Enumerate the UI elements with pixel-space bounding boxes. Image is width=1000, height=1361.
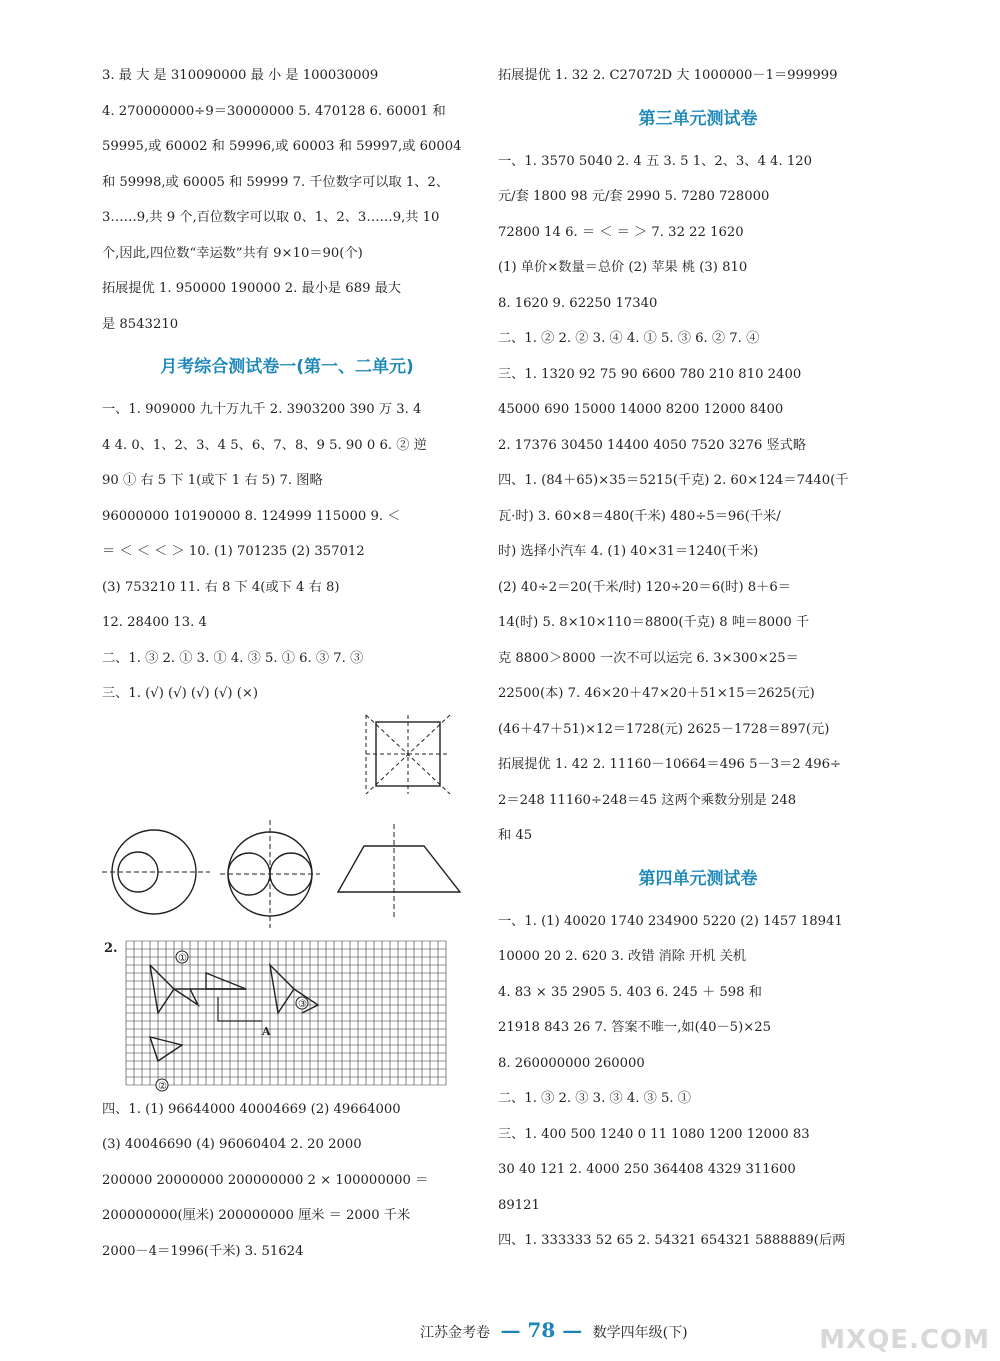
answer-line: 59995,或 60002 和 59996,或 60003 和 59997,或 60004	[102, 139, 462, 154]
answer-line: 89121	[498, 1197, 540, 1213]
answer-line: 是 8543210	[102, 316, 179, 332]
answer-line: 4 4. 0、1、2、3、4 5、6、7、8、9 5. 90 0 6. ② 逆	[102, 437, 427, 453]
figures-block	[102, 712, 472, 937]
answer-line: 4. 270000000÷9＝30000000 5. 470128 6. 60001 和	[102, 103, 446, 119]
answer-line: 30 40 121 2. 4000 250 364408 4329 311600	[498, 1162, 796, 1177]
square-figure	[366, 715, 450, 794]
answers-section-prev	[102, 58, 472, 342]
grid-figure	[102, 937, 472, 1092]
grid-block	[102, 937, 472, 1092]
grid-mark-2: ②	[158, 1080, 167, 1092]
right-column	[498, 58, 898, 1259]
grid-mark-3: ③	[298, 998, 307, 1010]
grid-lines	[126, 941, 446, 1085]
answers-section-4	[102, 1092, 472, 1270]
answer-line: 和 59998,或 60005 和 59999 7. 千位数字可以取 1、2、	[102, 174, 450, 190]
answers-section-unit4	[498, 904, 898, 1259]
extension-answers-top: 拓展提优 1. 32 2. C27072D 大 1000000－1＝999999	[498, 68, 838, 83]
trapezoid-figure	[338, 824, 460, 920]
grid-mark-a: A	[262, 1024, 271, 1038]
answer-line: 一、1. 3570 5040 2. 4 五 3. 5 1、2、3、4 4. 120	[498, 153, 813, 169]
grid-mark-1: ①	[178, 952, 187, 964]
answer-line: 4. 83 × 35 2905 5. 403 6. 245 ＋ 598 和	[498, 984, 762, 1000]
circle-figure-2	[220, 820, 320, 928]
answer-line: 12. 28400 13. 4	[102, 615, 207, 630]
answer-line: 四、1. 333333 52 65 2. 54321 654321 5888889(后两	[498, 1233, 846, 1248]
answer-line: 3. 最 大 是 310090000 最 小 是 100030009	[102, 68, 379, 83]
answer-line: (46＋47＋51)×12＝1728(元) 2625－1728＝897(元)	[498, 721, 830, 737]
grid-shape-6	[218, 997, 262, 1021]
section-heading-unit4: 第四单元测试卷	[638, 868, 758, 889]
subject-label: 数学四年级(下)	[592, 1325, 688, 1341]
answer-line: 3……9,共 9 个,百位数字可以取 0、1、2、3……9,共 10	[102, 210, 440, 225]
answer-line: 45000 690 15000 14000 8200 12000 8400	[498, 402, 784, 417]
answer-line: (3) 753210 11. 右 8 下 4(或下 4 右 8)	[102, 579, 340, 595]
answer-line: (1) 单价×数量＝总价 (2) 苹果 桃 (3) 810	[498, 260, 748, 275]
answer-line: 21918 843 26 7. 答案不唯一,如(40－5)×25	[498, 1020, 772, 1035]
answer-line: 200000 20000000 200000000 2 × 100000000 ＝	[102, 1172, 429, 1188]
answer-line: 72800 14 6. ＝ ＜ ＝ ＞ 7. 32 22 1620	[498, 224, 744, 240]
answer-line: 个,因此,四位数“幸运数”共有 9×10＝90(个)	[102, 245, 363, 261]
answer-line: 8. 1620 9. 62250 17340	[498, 295, 658, 311]
answer-line: 二、1. ③ 2. ③ 3. ③ 4. ③ 5. ①	[498, 1091, 691, 1106]
answer-line: 10000 20 2. 620 3. 改错 消除 开机 关机	[498, 949, 747, 964]
answer-line: 2000－4＝1996(千米) 3. 51624	[102, 1243, 304, 1259]
answer-line: 四、1. (84＋65)×35＝5215(千克) 2. 60×124＝7440(千	[498, 473, 849, 488]
section-heading-unit3: 第三单元测试卷	[638, 108, 758, 129]
answer-line: ＝ ＜ ＜ ＜ ＞ 10. (1) 701235 (2) 357012	[102, 544, 365, 559]
answer-line: 200000000(厘米) 200000000 厘米 ＝ 2000 千米	[102, 1208, 411, 1223]
answer-line: 96000000 10190000 8. 124999 115000 9. ＜	[102, 508, 401, 524]
answer-line: 22500(本) 7. 46×20＋47×20＋51×15＝2625(元)	[498, 686, 815, 701]
answer-line: 8. 260000000 260000	[498, 1055, 645, 1071]
answer-line: 拓展提优 1. 42 2. 11160－10664＝496 5－3＝2 496÷	[498, 757, 842, 772]
answer-line: 元/套 1800 98 元/套 2990 5. 7280 728000	[498, 189, 770, 204]
answer-line: 三、1. 1320 92 75 90 6600 780 210 810 2400	[498, 366, 802, 382]
answer-line: (3) 40046690 (4) 96060404 2. 20 2000	[102, 1137, 362, 1152]
answer-line: 一、1. 909000 九十万九千 2. 3903200 390 万 3. 4	[102, 402, 422, 417]
answer-line: 2. 17376 30450 14400 4050 7520 3276 竖式略	[498, 437, 807, 453]
answer-line: 四、1. (1) 96644000 40004669 (2) 49664000	[102, 1101, 401, 1117]
answer-line: 三、1. (√) (√) (√) (√) (×)	[102, 686, 259, 701]
answer-line: 瓦·时) 3. 60×8＝480(千米) 480÷5＝96(千米/	[498, 508, 781, 524]
book-title: 江苏金考卷	[420, 1325, 490, 1341]
section-heading-monthly: 月考综合测试卷一(第一、二单元)	[160, 357, 414, 377]
answer-line: 二、1. ③ 2. ① 3. ① 4. ③ 5. ① 6. ③ 7. ③	[102, 650, 364, 666]
answer-line: 一、1. (1) 40020 1740 234900 5220 (2) 1457 18941	[498, 913, 843, 929]
geometry-figures	[102, 712, 472, 937]
watermark: MXQE.COM	[819, 1325, 990, 1355]
grid-question-label: 2.	[104, 940, 118, 956]
answers-section-monthly	[102, 392, 472, 712]
answer-line: 和 45	[498, 828, 533, 843]
page-number: — 78 —	[500, 1318, 583, 1342]
answer-line: 2＝248 11160÷248＝45 这两个乘数分别是 248	[498, 792, 797, 808]
answer-line: 克 8800＞8000 一次不可以运完 6. 3×300×25＝	[498, 650, 799, 666]
answer-line: (2) 40÷2＝20(千米/时) 120÷20＝6(时) 8＋6＝	[498, 579, 791, 595]
answer-line: 时) 选择小汽车 4. (1) 40×31＝1240(千米)	[498, 544, 759, 559]
answer-line: 90 ① 右 5 下 1(或下 1 右 5) 7. 图略	[102, 473, 323, 488]
left-column	[102, 58, 472, 1269]
page-footer	[420, 1318, 688, 1342]
answers-section-unit3	[498, 144, 898, 854]
answer-line: 三、1. 400 500 1240 0 11 1080 1200 12000 83	[498, 1126, 810, 1142]
answer-line: 二、1. ② 2. ② 3. ④ 4. ① 5. ③ 6. ② 7. ④	[498, 331, 760, 346]
circle-figure-1	[102, 830, 210, 914]
answer-line: 14(时) 5. 8×10×110＝8800(千克) 8 吨＝8000 千	[498, 615, 810, 630]
answer-line: 拓展提优 1. 950000 190000 2. 最小是 689 最大	[102, 281, 402, 296]
